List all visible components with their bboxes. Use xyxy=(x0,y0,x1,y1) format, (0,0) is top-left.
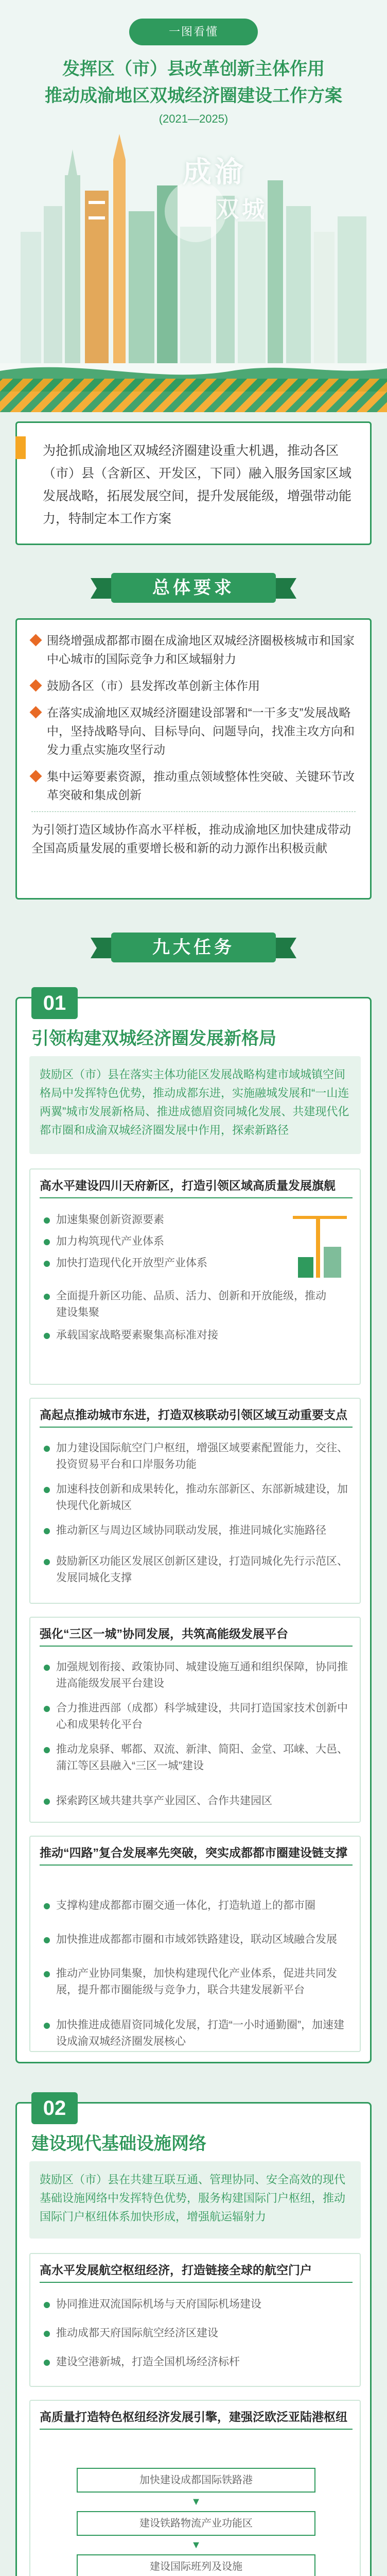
task-intro: 鼓励区（市）县在共建互联互通、管理协同、安全高效的现代基础设施网络中发挥特色优势，服务构建国际门户枢纽，推动国际门户枢纽体系加快形成，增强航运辐射力 xyxy=(29,2161,361,2239)
general-heading-ribbon xyxy=(91,563,296,609)
subtask-title: 高起点推动城市东进，打造双核联动引领区域互动重要支点 xyxy=(30,1399,362,1435)
intro-box xyxy=(15,421,372,545)
flow-step: 建设国际班列及设施 xyxy=(77,2554,315,2576)
bullet-point: 鼓励新区功能区发展区创新区建设，打造同城化先行示范区、发展同城化支撑 xyxy=(44,1553,353,1586)
bullet-point: 加速集聚创新资源要素 xyxy=(44,1212,270,1228)
task-title: 建设现代基础设施网络 xyxy=(31,2134,206,2154)
task-number: 01 xyxy=(31,987,78,1019)
arrow-down-icon: ▼ xyxy=(191,2496,201,2507)
skyline-text-2: 双城 xyxy=(216,197,268,222)
subtask-card xyxy=(29,2253,361,2387)
tasks-heading: 九大任务 xyxy=(152,938,235,957)
subtask-card xyxy=(29,1168,361,1385)
bullet-point: 推动新区与周边区域协同联动发展，推进同城化实施路径 xyxy=(44,1522,353,1539)
task-card-01 xyxy=(15,992,372,2063)
subtask-title: 推动“四路”复合发展率先突破，突实成都都市圈建设链支撑 xyxy=(30,1837,362,1873)
general-item: 鼓励各区（市）县发挥改革创新主体作用 xyxy=(31,676,356,695)
general-requirements xyxy=(15,618,372,900)
bullet-point: 协同推进双流国际机场与天府国际机场建设 xyxy=(44,2296,353,2313)
bullet-point: 加快推进成德眉资同城化发展，打造“一小时通勤圈”，加速建设成渝双城经济圈发展核心 xyxy=(44,2017,353,2050)
bullet-point: 推动产业协同集聚，加快构建现代化产业体系，促进共同发展，提升都市圈能级与竞争力，联合共建发展新平台 xyxy=(44,1965,353,1998)
general-item: 集中运筹要素资源，推动重点领域整体性突破、关键环节改革突破和集成创新 xyxy=(31,767,356,812)
bullet-point: 承载国家战略要素聚集高标准对接 xyxy=(44,1327,332,1344)
subtask-title: 高质量打造特色枢纽经济发展引擎，建强泛欧泛亚陆港枢纽 xyxy=(30,2401,362,2437)
general-item: 在落实成渝地区双城经济圈建设部署和“一干多支”发展战略中，坚持战略导向、目标导向、问题导向，找准主攻方向和发力重点实施攻坚行动 xyxy=(31,703,356,759)
bullet-point: 加速科技创新和成果转化，推动东部新区、东部新城建设，加快现代化新城区 xyxy=(44,1481,353,1514)
flow-step: 加快建设成都国际铁路港 xyxy=(77,2468,315,2493)
subtask-card xyxy=(29,1617,361,1823)
bullet-point: 合力推进西部（成都）科学城建设，共同打造国家技术创新中心和成果转化平台 xyxy=(44,1700,353,1733)
intro-accent-tab xyxy=(15,436,26,459)
flow-step: 建设铁路物流产业功能区 xyxy=(77,2511,315,2536)
bullet-point: 加强规划衔接、政策协同、城建设施互通和组织保障，协同推进高能级发展平台建设 xyxy=(44,1659,353,1692)
arrow-down-icon: ▼ xyxy=(191,2539,201,2551)
bullet-point: 建设空港新城，打造全国机场经济标杆 xyxy=(44,2354,353,2370)
subtask-title: 高水平建设四川天府新区，打造引领区域高质量发展旗舰 xyxy=(30,1170,362,1206)
hero xyxy=(0,0,387,412)
subtask-title: 强化“三区一城”协同发展，共筑高能级发展平台 xyxy=(30,1618,362,1654)
general-closing: 为引领打造区域协作高水平样板，推动成渝地区加快建成带动全国高质量发展的重要增长极和新的动力源作出积极贡献 xyxy=(31,823,351,855)
bullet-point: 全面提升新区功能、品质、活力、创新和开放能级，推动建设集聚 xyxy=(44,1288,332,1321)
subtask-card xyxy=(29,2400,361,2576)
bullet-point: 推动龙泉驿、郫都、双流、新津、简阳、金堂、邛崃、大邑、蒲江等区县融入“三区一城”建设 xyxy=(44,1741,353,1774)
bullet-point: 加快打造现代化开放型产业体系 xyxy=(44,1255,270,1272)
task-card-02 xyxy=(15,2097,372,2576)
stripe-band xyxy=(0,379,387,412)
tasks-heading-ribbon xyxy=(91,922,296,969)
skyline-text-1: 成渝 xyxy=(183,156,247,188)
subtask-card xyxy=(29,1836,361,2052)
subtask-title: 高水平发展航空枢纽经济，打造链接全球的航空门户 xyxy=(30,2254,362,2290)
header-years: (2021—2025) xyxy=(159,112,228,125)
bullet-point: 支撑构建成都都市圈交通一体化，打造轨道上的都市圈 xyxy=(44,1897,353,1914)
bullet-point: 推动成都天府国际航空经济区建设 xyxy=(44,2325,353,2342)
subtask-card xyxy=(29,1398,361,1604)
bullet-point: 加力建设国际航空门户枢纽，增强区域要素配置能力，交往、投资贸易平台和口岸服务功能 xyxy=(44,1440,353,1473)
crane-illustration xyxy=(288,1206,349,1283)
header-title-line2: 推动成渝地区双城经济圈建设工作方案 xyxy=(45,86,342,106)
bullet-point: 加快推进成都都市圈和市域郊铁路建设，联动区域融合发展 xyxy=(44,1931,353,1948)
bullet-point: 探索跨区域共建共享产业园区、合作共建园区 xyxy=(44,1793,353,1809)
intro-text: 为抢抓成渝地区双城经济圈建设重大机遇，推动各区（市）县（含新区、开发区，下同）融入服务国家区域发展战略，拓展发展空间，提升发展能级，增强带动能力，特制定本工作方案 xyxy=(43,444,352,526)
general-heading: 总体要求 xyxy=(152,578,235,598)
task-intro: 鼓励区（市）县在落实主体功能区发展战略构建市域城镇空间格局中发挥特色优势，推动成都东进，实施融城发展和“一山连两翼”城市发展新格局、推进成德眉资同城化发展、共建现代化都市圈和成渝双城经济圈发展中作用，探索新路径 xyxy=(29,1056,361,1154)
bullet-point: 加力构筑现代产业体系 xyxy=(44,1233,270,1250)
header-title-line1: 发挥区（市）县改革创新主体作用 xyxy=(62,59,325,79)
task-title: 引领构建双城经济圈发展新格局 xyxy=(31,1029,276,1048)
header-badge: 一图看懂 xyxy=(129,19,258,45)
general-item: 围绕增强成都都市圈在成渝地区双城经济圈极核城市和国家中心城市的国际竞争力和区域辐射力 xyxy=(31,631,356,668)
task-number: 02 xyxy=(31,2092,78,2124)
